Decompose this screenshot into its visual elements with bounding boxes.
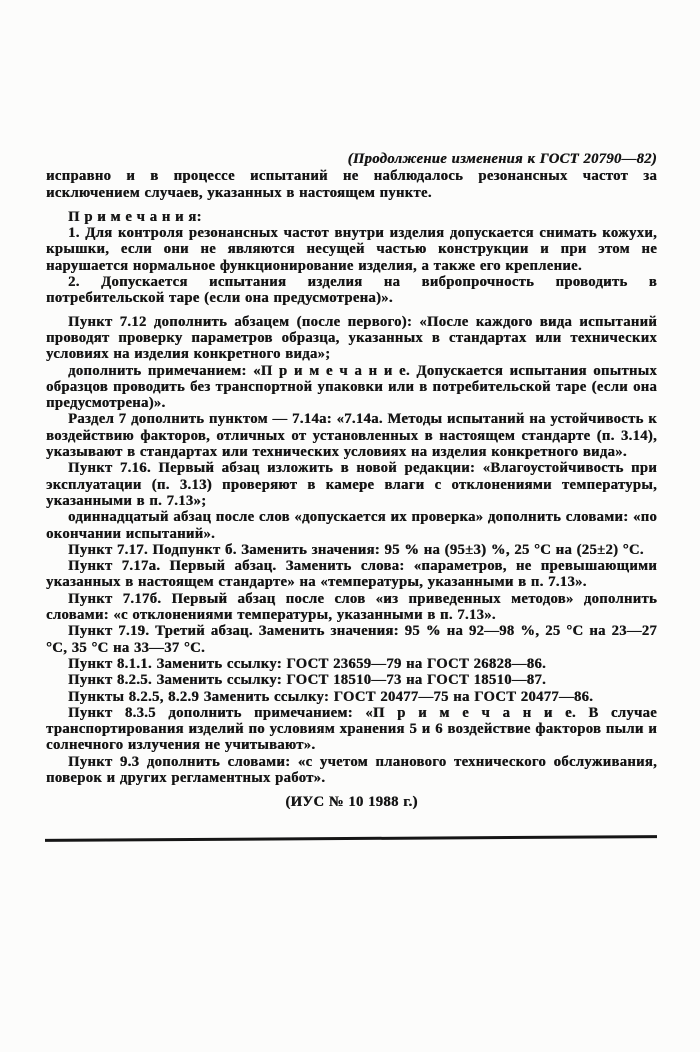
paragraph: Раздел 7 дополнить пунктом — 7.14а: «7.14а. Методы испытаний на устойчивость к воздействию факторов, отличных от установленных в настоящем стандарте (п. 3.14), указывают в стандартах или технических условиях на изделия конкретного вида». bbox=[46, 411, 657, 461]
paragraph: Пункт 8.3.5 дополнить примечанием: «П р и м е ч а н и е. В случае транспортирования изделий по условиям хранения 5 и 6 воздействие факторов пыли и солнечного излучения не учитывают». bbox=[46, 704, 657, 754]
paragraph: Пункт 7.16. Первый абзац изложить в новой редакции: «Влагоустойчивость при эксплуатации (п. 3.13) проверяют в камере влаги с отклонениями температуры, указанными в п. 7.13»; bbox=[46, 460, 657, 509]
paragraph: П р и м е ч а н и я: bbox=[68, 208, 202, 225]
paragraph: Пункт 7.12 дополнить абзацем (после первого): «После каждого вида испытаний проводят проверку параметров образца, указанных в стандартах или технических условиях на изделия конкретного вида»; bbox=[46, 313, 657, 363]
paragraph: 1. Для контроля резонансных частот внутри изделия допускается снимать кожухи, крышки, если они не являются несущей частью конструкции и при этом не нарушается нормальное функционирование изделия, а также его крепление. bbox=[46, 225, 657, 274]
paragraph: дополнить примечанием: «П р и м е ч а н и е. Допускается испытания опытных образцов проводить без транспортной упаковки или в потребительской таре (если она предусмотрена)». bbox=[46, 362, 657, 412]
footer-divider bbox=[45, 835, 657, 841]
document-body bbox=[46, 168, 657, 786]
paragraph: 2. Допускается испытания изделия на вибропрочность проводить в потребительской таре (если она предусмотрена)». bbox=[46, 274, 657, 307]
paragraph: Пункт 7.17. Подпункт б. Заменить значения: 95 % на (95±3) %, 25 °С на (25±2) °С. bbox=[68, 541, 644, 558]
paragraph: Пункты 8.2.5, 8.2.9 Заменить ссылку: ГОСТ 20477—75 на ГОСТ 20477—86. bbox=[68, 688, 594, 705]
paragraph: Пункт 7.17б. Первый абзац после слов «из приведенных методов» дополнить словами: «с отклонениями температуры, указанными в п. 7.13». bbox=[46, 590, 657, 624]
paragraph: Пункт 8.2.5. Заменить ссылку: ГОСТ 18510—73 на ГОСТ 18510—87. bbox=[68, 672, 546, 689]
paragraph: Пункт 7.19. Третий абзац. Заменить значения: 95 % на 92—98 %, 25 °С на 23—27 °С, 35 °С на 33—37 °С. bbox=[46, 623, 657, 656]
paragraph: Пункт 7.17а. Первый абзац. Заменить слова: «параметров, не превышающими указанных в настоящем стандарте» на «температуры, указанными в п. 7.13». bbox=[46, 558, 657, 591]
issue-note: (ИУС № 10 1988 г.) bbox=[285, 794, 418, 811]
page-content bbox=[46, 151, 657, 811]
paragraph: исправно и в процессе испытаний не наблюдалось резонансных частот за исключением случаев, указанных в настоящем пункте. bbox=[46, 168, 657, 201]
paragraph: Пункт 9.3 дополнить словами: «с учетом планового технического обслуживания, поверок и других регламентных работ». bbox=[46, 753, 657, 786]
paragraph: одиннадцатый абзац после слов «допускается их проверка» дополнить словами: «по окончании испытаний». bbox=[46, 509, 657, 542]
continuation-note: (Продолжение изменения к ГОСТ 20790—82) bbox=[347, 151, 657, 167]
paragraph: Пункт 8.1.1. Заменить ссылку: ГОСТ 23659—79 на ГОСТ 26828—86. bbox=[68, 655, 546, 672]
